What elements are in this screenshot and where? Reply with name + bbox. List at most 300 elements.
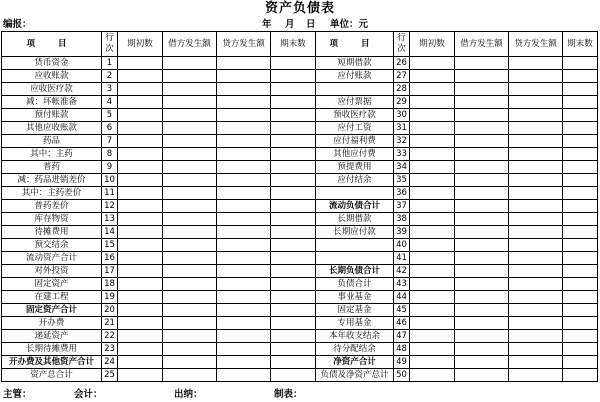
closing-cell-left[interactable] bbox=[271, 161, 316, 174]
debit-cell-right[interactable] bbox=[455, 226, 509, 239]
row-line-left: 22 bbox=[102, 330, 118, 343]
table-row bbox=[2, 330, 598, 343]
credit-cell-right[interactable] bbox=[509, 57, 563, 70]
opening-cell-left[interactable] bbox=[118, 57, 163, 70]
credit-cell-left[interactable] bbox=[217, 148, 271, 161]
credit-cell-right[interactable] bbox=[509, 369, 563, 382]
closing-cell-right[interactable] bbox=[563, 122, 598, 135]
opening-cell-left[interactable] bbox=[118, 239, 163, 252]
credit-cell-left[interactable] bbox=[217, 265, 271, 278]
table-row bbox=[2, 83, 598, 96]
table-row bbox=[2, 252, 598, 265]
credit-cell-left[interactable] bbox=[217, 278, 271, 291]
opening-cell-left[interactable] bbox=[118, 70, 163, 83]
opening-cell-left[interactable] bbox=[118, 278, 163, 291]
closing-cell-right[interactable] bbox=[563, 96, 598, 109]
opening-cell-right[interactable] bbox=[410, 343, 455, 356]
closing-cell-right[interactable] bbox=[563, 148, 598, 161]
table-row bbox=[2, 187, 598, 200]
closing-cell-left[interactable] bbox=[271, 252, 316, 265]
opening-cell-right[interactable] bbox=[410, 135, 455, 148]
credit-cell-left[interactable] bbox=[217, 96, 271, 109]
row-item-right: 流动负债合计 bbox=[316, 200, 394, 213]
debit-cell-right[interactable] bbox=[455, 96, 509, 109]
credit-cell-right[interactable] bbox=[509, 200, 563, 213]
unit-label: 单位：元 bbox=[330, 19, 369, 30]
opening-cell-left[interactable] bbox=[118, 304, 163, 317]
row-line-right: 43 bbox=[394, 278, 410, 291]
debit-cell-left[interactable] bbox=[163, 57, 217, 70]
row-item-right: 净资产合计 bbox=[316, 356, 394, 369]
opening-cell-right[interactable] bbox=[410, 122, 455, 135]
debit-cell-right[interactable] bbox=[455, 83, 509, 96]
debit-cell-left[interactable] bbox=[163, 122, 217, 135]
credit-cell-right[interactable] bbox=[509, 278, 563, 291]
opening-cell-right[interactable] bbox=[410, 83, 455, 96]
debit-cell-right[interactable] bbox=[455, 187, 509, 200]
opening-cell-left[interactable] bbox=[118, 252, 163, 265]
row-item-left: 待摊费用 bbox=[2, 226, 102, 239]
credit-cell-right[interactable] bbox=[509, 252, 563, 265]
debit-cell-right[interactable] bbox=[455, 174, 509, 187]
closing-cell-right[interactable] bbox=[563, 200, 598, 213]
closing-cell-right[interactable] bbox=[563, 252, 598, 265]
debit-cell-left[interactable] bbox=[163, 161, 217, 174]
opening-cell-left[interactable] bbox=[118, 135, 163, 148]
table-row bbox=[2, 369, 598, 382]
row-item-right: 长期负债合计 bbox=[316, 265, 394, 278]
row-line-right: 40 bbox=[394, 239, 410, 252]
debit-cell-right[interactable] bbox=[455, 356, 509, 369]
table-row bbox=[2, 265, 598, 278]
closing-cell-left[interactable] bbox=[271, 369, 316, 382]
row-item-left: 库存物资 bbox=[2, 213, 102, 226]
credit-cell-right[interactable] bbox=[509, 213, 563, 226]
page-title: 资产负债表 bbox=[264, 1, 335, 16]
debit-cell-left[interactable] bbox=[163, 135, 217, 148]
credit-cell-right[interactable] bbox=[509, 330, 563, 343]
debit-cell-left[interactable] bbox=[163, 265, 217, 278]
row-line-left: 19 bbox=[102, 291, 118, 304]
credit-cell-right[interactable] bbox=[509, 70, 563, 83]
opening-cell-left[interactable] bbox=[118, 317, 163, 330]
row-line-left: 11 bbox=[102, 187, 118, 200]
closing-cell-right[interactable] bbox=[563, 291, 598, 304]
closing-cell-right[interactable] bbox=[563, 226, 598, 239]
debit-cell-left[interactable] bbox=[163, 291, 217, 304]
row-item-right: 专用基金 bbox=[316, 317, 394, 330]
closing-cell-left[interactable] bbox=[271, 135, 316, 148]
opening-cell-right[interactable] bbox=[410, 174, 455, 187]
table-row bbox=[2, 226, 598, 239]
debit-cell-right[interactable] bbox=[455, 343, 509, 356]
closing-cell-left[interactable] bbox=[271, 57, 316, 70]
row-item-left: 其他应收账款 bbox=[2, 122, 102, 135]
opening-cell-left[interactable] bbox=[118, 265, 163, 278]
opening-cell-right[interactable] bbox=[410, 57, 455, 70]
closing-cell-left[interactable] bbox=[271, 291, 316, 304]
opening-cell-right[interactable] bbox=[410, 96, 455, 109]
table-row bbox=[2, 356, 598, 369]
debit-cell-left[interactable] bbox=[163, 369, 217, 382]
row-line-left: 5 bbox=[102, 109, 118, 122]
closing-cell-right[interactable] bbox=[563, 70, 598, 83]
credit-cell-left[interactable] bbox=[217, 70, 271, 83]
credit-cell-right[interactable] bbox=[509, 187, 563, 200]
row-item-right: 待分配结余 bbox=[316, 343, 394, 356]
closing-cell-right[interactable] bbox=[563, 330, 598, 343]
credit-cell-right[interactable] bbox=[509, 291, 563, 304]
table-row bbox=[2, 70, 598, 83]
credit-cell-right[interactable] bbox=[509, 148, 563, 161]
column-header-opening: 期初数 bbox=[410, 32, 455, 57]
credit-cell-left[interactable] bbox=[217, 330, 271, 343]
row-line-left: 23 bbox=[102, 343, 118, 356]
credit-cell-right[interactable] bbox=[509, 317, 563, 330]
table-row bbox=[2, 96, 598, 109]
credit-cell-left[interactable] bbox=[217, 83, 271, 96]
row-line-right: 37 bbox=[394, 200, 410, 213]
row-line-left: 3 bbox=[102, 83, 118, 96]
table-row bbox=[2, 239, 598, 252]
opening-cell-left[interactable] bbox=[118, 226, 163, 239]
closing-cell-right[interactable] bbox=[563, 187, 598, 200]
debit-cell-right[interactable] bbox=[455, 200, 509, 213]
closing-cell-right[interactable] bbox=[563, 343, 598, 356]
row-item-left: 开办费及其他资产合计 bbox=[2, 356, 102, 369]
opening-cell-right[interactable] bbox=[410, 161, 455, 174]
opening-cell-left[interactable] bbox=[118, 148, 163, 161]
debit-cell-right[interactable] bbox=[455, 265, 509, 278]
credit-cell-right[interactable] bbox=[509, 96, 563, 109]
column-header-debit: 借方发生额 bbox=[163, 32, 217, 57]
credit-cell-left[interactable] bbox=[217, 135, 271, 148]
debit-cell-left[interactable] bbox=[163, 148, 217, 161]
row-line-left: 18 bbox=[102, 278, 118, 291]
row-line-left: 7 bbox=[102, 135, 118, 148]
closing-cell-left[interactable] bbox=[271, 343, 316, 356]
debit-cell-left[interactable] bbox=[163, 226, 217, 239]
row-line-right: 38 bbox=[394, 213, 410, 226]
row-item-right: 长期借款 bbox=[316, 213, 394, 226]
row-item-left: 在建工程 bbox=[2, 291, 102, 304]
row-item-left: 货币资金 bbox=[2, 57, 102, 70]
debit-cell-right[interactable] bbox=[455, 70, 509, 83]
closing-cell-left[interactable] bbox=[271, 122, 316, 135]
debit-cell-left[interactable] bbox=[163, 278, 217, 291]
table-row bbox=[2, 122, 598, 135]
opening-cell-right[interactable] bbox=[410, 304, 455, 317]
cashier-label: 出纳： bbox=[174, 389, 203, 400]
row-item-right: 其他应付费 bbox=[316, 148, 394, 161]
closing-cell-left[interactable] bbox=[271, 265, 316, 278]
opening-cell-left[interactable] bbox=[118, 109, 163, 122]
row-item-right bbox=[316, 239, 394, 252]
row-item-right: 负债及净资产总计 bbox=[316, 369, 394, 382]
closing-cell-right[interactable] bbox=[563, 174, 598, 187]
debit-cell-left[interactable] bbox=[163, 239, 217, 252]
closing-cell-right[interactable] bbox=[563, 83, 598, 96]
closing-cell-right[interactable] bbox=[563, 135, 598, 148]
debit-cell-left[interactable] bbox=[163, 213, 217, 226]
credit-cell-right[interactable] bbox=[509, 239, 563, 252]
credit-cell-left[interactable] bbox=[217, 213, 271, 226]
opening-cell-right[interactable] bbox=[410, 226, 455, 239]
credit-cell-left[interactable] bbox=[217, 122, 271, 135]
opening-cell-left[interactable] bbox=[118, 200, 163, 213]
closing-cell-left[interactable] bbox=[271, 96, 316, 109]
debit-cell-left[interactable] bbox=[163, 304, 217, 317]
row-line-left: 2 bbox=[102, 70, 118, 83]
closing-cell-left[interactable] bbox=[271, 200, 316, 213]
supervisor-label: 主管： bbox=[3, 389, 32, 400]
credit-cell-left[interactable] bbox=[217, 343, 271, 356]
closing-cell-right[interactable] bbox=[563, 356, 598, 369]
debit-cell-left[interactable] bbox=[163, 174, 217, 187]
debit-cell-right[interactable] bbox=[455, 369, 509, 382]
debit-cell-left[interactable] bbox=[163, 317, 217, 330]
row-item-right: 应付票据 bbox=[316, 96, 394, 109]
opening-cell-right[interactable] bbox=[410, 70, 455, 83]
closing-cell-right[interactable] bbox=[563, 369, 598, 382]
row-item-left: 长期待摊费用 bbox=[2, 343, 102, 356]
debit-cell-left[interactable] bbox=[163, 187, 217, 200]
opening-cell-left[interactable] bbox=[118, 343, 163, 356]
row-item-right: 应付工资 bbox=[316, 122, 394, 135]
debit-cell-right[interactable] bbox=[455, 252, 509, 265]
credit-cell-right[interactable] bbox=[509, 265, 563, 278]
column-header-credit: 贷方发生额 bbox=[509, 32, 563, 57]
row-line-right: 33 bbox=[394, 148, 410, 161]
opening-cell-right[interactable] bbox=[410, 252, 455, 265]
opening-cell-right[interactable] bbox=[410, 213, 455, 226]
row-line-left: 9 bbox=[102, 161, 118, 174]
credit-cell-right[interactable] bbox=[509, 135, 563, 148]
opening-cell-right[interactable] bbox=[410, 356, 455, 369]
row-item-left: 普药差价 bbox=[2, 200, 102, 213]
credit-cell-left[interactable] bbox=[217, 369, 271, 382]
credit-cell-left[interactable] bbox=[217, 200, 271, 213]
debit-cell-left[interactable] bbox=[163, 96, 217, 109]
opening-cell-right[interactable] bbox=[410, 239, 455, 252]
day-label: 日 bbox=[306, 19, 316, 30]
opening-cell-right[interactable] bbox=[410, 369, 455, 382]
credit-cell-right[interactable] bbox=[509, 226, 563, 239]
table-row bbox=[2, 304, 598, 317]
credit-cell-right[interactable] bbox=[509, 83, 563, 96]
closing-cell-left[interactable] bbox=[271, 187, 316, 200]
closing-cell-left[interactable] bbox=[271, 109, 316, 122]
opening-cell-left[interactable] bbox=[118, 356, 163, 369]
debit-cell-left[interactable] bbox=[163, 70, 217, 83]
row-item-right bbox=[316, 187, 394, 200]
opening-cell-right[interactable] bbox=[410, 148, 455, 161]
row-item-left: 流动资产合计 bbox=[2, 252, 102, 265]
debit-cell-right[interactable] bbox=[455, 213, 509, 226]
opening-cell-left[interactable] bbox=[118, 83, 163, 96]
row-item-right: 本年收支结余 bbox=[316, 330, 394, 343]
preparer-label: 制表： bbox=[274, 389, 303, 400]
row-line-left: 16 bbox=[102, 252, 118, 265]
table-row bbox=[2, 343, 598, 356]
opening-cell-right[interactable] bbox=[410, 330, 455, 343]
opening-cell-left[interactable] bbox=[118, 122, 163, 135]
row-item-right: 事业基金 bbox=[316, 291, 394, 304]
debit-cell-right[interactable] bbox=[455, 330, 509, 343]
closing-cell-left[interactable] bbox=[271, 304, 316, 317]
row-item-left: 预交结余 bbox=[2, 239, 102, 252]
row-item-left: 固定资产 bbox=[2, 278, 102, 291]
debit-cell-left[interactable] bbox=[163, 343, 217, 356]
opening-cell-right[interactable] bbox=[410, 109, 455, 122]
table-row bbox=[2, 109, 598, 122]
credit-cell-left[interactable] bbox=[217, 161, 271, 174]
row-item-right: 预收医疗款 bbox=[316, 109, 394, 122]
closing-cell-left[interactable] bbox=[271, 356, 316, 369]
debit-cell-right[interactable] bbox=[455, 161, 509, 174]
row-line-left: 25 bbox=[102, 369, 118, 382]
closing-cell-right[interactable] bbox=[563, 239, 598, 252]
row-item-left: 药品 bbox=[2, 135, 102, 148]
closing-cell-right[interactable] bbox=[563, 109, 598, 122]
debit-cell-right[interactable] bbox=[455, 109, 509, 122]
credit-cell-left[interactable] bbox=[217, 317, 271, 330]
month-label: 月 bbox=[285, 19, 295, 30]
credit-cell-left[interactable] bbox=[217, 252, 271, 265]
row-item-right: 预提费用 bbox=[316, 161, 394, 174]
row-line-right: 28 bbox=[394, 83, 410, 96]
row-item-left: 减：药品进销差价 bbox=[2, 174, 102, 187]
credit-cell-left[interactable] bbox=[217, 187, 271, 200]
accountant-label: 会计： bbox=[74, 389, 103, 400]
closing-cell-left[interactable] bbox=[271, 148, 316, 161]
opening-cell-right[interactable] bbox=[410, 317, 455, 330]
debit-cell-right[interactable] bbox=[455, 304, 509, 317]
closing-cell-left[interactable] bbox=[271, 70, 316, 83]
row-line-right: 26 bbox=[394, 57, 410, 70]
credit-cell-left[interactable] bbox=[217, 57, 271, 70]
opening-cell-left[interactable] bbox=[118, 174, 163, 187]
debit-cell-right[interactable] bbox=[455, 122, 509, 135]
table-header-row bbox=[2, 32, 598, 57]
debit-cell-right[interactable] bbox=[455, 135, 509, 148]
credit-cell-right[interactable] bbox=[509, 161, 563, 174]
opening-cell-right[interactable] bbox=[410, 265, 455, 278]
debit-cell-left[interactable] bbox=[163, 109, 217, 122]
credit-cell-left[interactable] bbox=[217, 291, 271, 304]
row-line-left: 4 bbox=[102, 96, 118, 109]
opening-cell-left[interactable] bbox=[118, 369, 163, 382]
closing-cell-right[interactable] bbox=[563, 278, 598, 291]
opening-cell-left[interactable] bbox=[118, 213, 163, 226]
table-row bbox=[2, 291, 598, 304]
credit-cell-right[interactable] bbox=[509, 356, 563, 369]
credit-cell-left[interactable] bbox=[217, 109, 271, 122]
credit-cell-left[interactable] bbox=[217, 304, 271, 317]
row-line-right: 27 bbox=[394, 70, 410, 83]
row-line-right: 36 bbox=[394, 187, 410, 200]
debit-cell-left[interactable] bbox=[163, 330, 217, 343]
opening-cell-left[interactable] bbox=[118, 291, 163, 304]
closing-cell-left[interactable] bbox=[271, 330, 316, 343]
credit-cell-right[interactable] bbox=[509, 304, 563, 317]
credit-cell-left[interactable] bbox=[217, 226, 271, 239]
closing-cell-left[interactable] bbox=[271, 213, 316, 226]
debit-cell-right[interactable] bbox=[455, 291, 509, 304]
row-line-right: 50 bbox=[394, 369, 410, 382]
debit-cell-left[interactable] bbox=[163, 200, 217, 213]
row-line-left: 21 bbox=[102, 317, 118, 330]
closing-cell-left[interactable] bbox=[271, 83, 316, 96]
row-line-right: 30 bbox=[394, 109, 410, 122]
row-line-left: 13 bbox=[102, 213, 118, 226]
opening-cell-right[interactable] bbox=[410, 187, 455, 200]
row-item-left: 其中：主药 bbox=[2, 148, 102, 161]
table-row bbox=[2, 174, 598, 187]
row-line-left: 12 bbox=[102, 200, 118, 213]
credit-cell-right[interactable] bbox=[509, 174, 563, 187]
closing-cell-right[interactable] bbox=[563, 57, 598, 70]
credit-cell-left[interactable] bbox=[217, 356, 271, 369]
row-item-right: 应付结余 bbox=[316, 174, 394, 187]
closing-cell-right[interactable] bbox=[563, 161, 598, 174]
debit-cell-right[interactable] bbox=[455, 278, 509, 291]
opening-cell-right[interactable] bbox=[410, 278, 455, 291]
closing-cell-left[interactable] bbox=[271, 226, 316, 239]
credit-cell-right[interactable] bbox=[509, 122, 563, 135]
closing-cell-right[interactable] bbox=[563, 304, 598, 317]
row-item-left: 其中：主药差价 bbox=[2, 187, 102, 200]
row-item-left: 普药 bbox=[2, 161, 102, 174]
closing-cell-left[interactable] bbox=[271, 317, 316, 330]
row-line-left: 20 bbox=[102, 304, 118, 317]
closing-cell-left[interactable] bbox=[271, 174, 316, 187]
debit-cell-right[interactable] bbox=[455, 148, 509, 161]
debit-cell-right[interactable] bbox=[455, 239, 509, 252]
closing-cell-right[interactable] bbox=[563, 213, 598, 226]
debit-cell-left[interactable] bbox=[163, 83, 217, 96]
debit-cell-left[interactable] bbox=[163, 356, 217, 369]
credit-cell-right[interactable] bbox=[509, 109, 563, 122]
row-item-left: 资产总合计 bbox=[2, 369, 102, 382]
credit-cell-right[interactable] bbox=[509, 343, 563, 356]
credit-cell-left[interactable] bbox=[217, 239, 271, 252]
debit-cell-left[interactable] bbox=[163, 252, 217, 265]
closing-cell-left[interactable] bbox=[271, 278, 316, 291]
opening-cell-right[interactable] bbox=[410, 291, 455, 304]
opening-cell-left[interactable] bbox=[118, 96, 163, 109]
debit-cell-right[interactable] bbox=[455, 317, 509, 330]
opening-cell-left[interactable] bbox=[118, 161, 163, 174]
opening-cell-left[interactable] bbox=[118, 187, 163, 200]
column-header-item: 项 目 bbox=[316, 32, 394, 57]
opening-cell-right[interactable] bbox=[410, 200, 455, 213]
row-line-right: 48 bbox=[394, 343, 410, 356]
opening-cell-left[interactable] bbox=[118, 330, 163, 343]
table-row bbox=[2, 148, 598, 161]
closing-cell-right[interactable] bbox=[563, 317, 598, 330]
credit-cell-left[interactable] bbox=[217, 174, 271, 187]
row-line-right: 34 bbox=[394, 161, 410, 174]
row-line-left: 6 bbox=[102, 122, 118, 135]
closing-cell-right[interactable] bbox=[563, 265, 598, 278]
row-item-left: 应收账款 bbox=[2, 70, 102, 83]
closing-cell-left[interactable] bbox=[271, 239, 316, 252]
column-header-debit: 借方发生额 bbox=[455, 32, 509, 57]
row-line-left: 17 bbox=[102, 265, 118, 278]
table-row bbox=[2, 161, 598, 174]
debit-cell-right[interactable] bbox=[455, 57, 509, 70]
